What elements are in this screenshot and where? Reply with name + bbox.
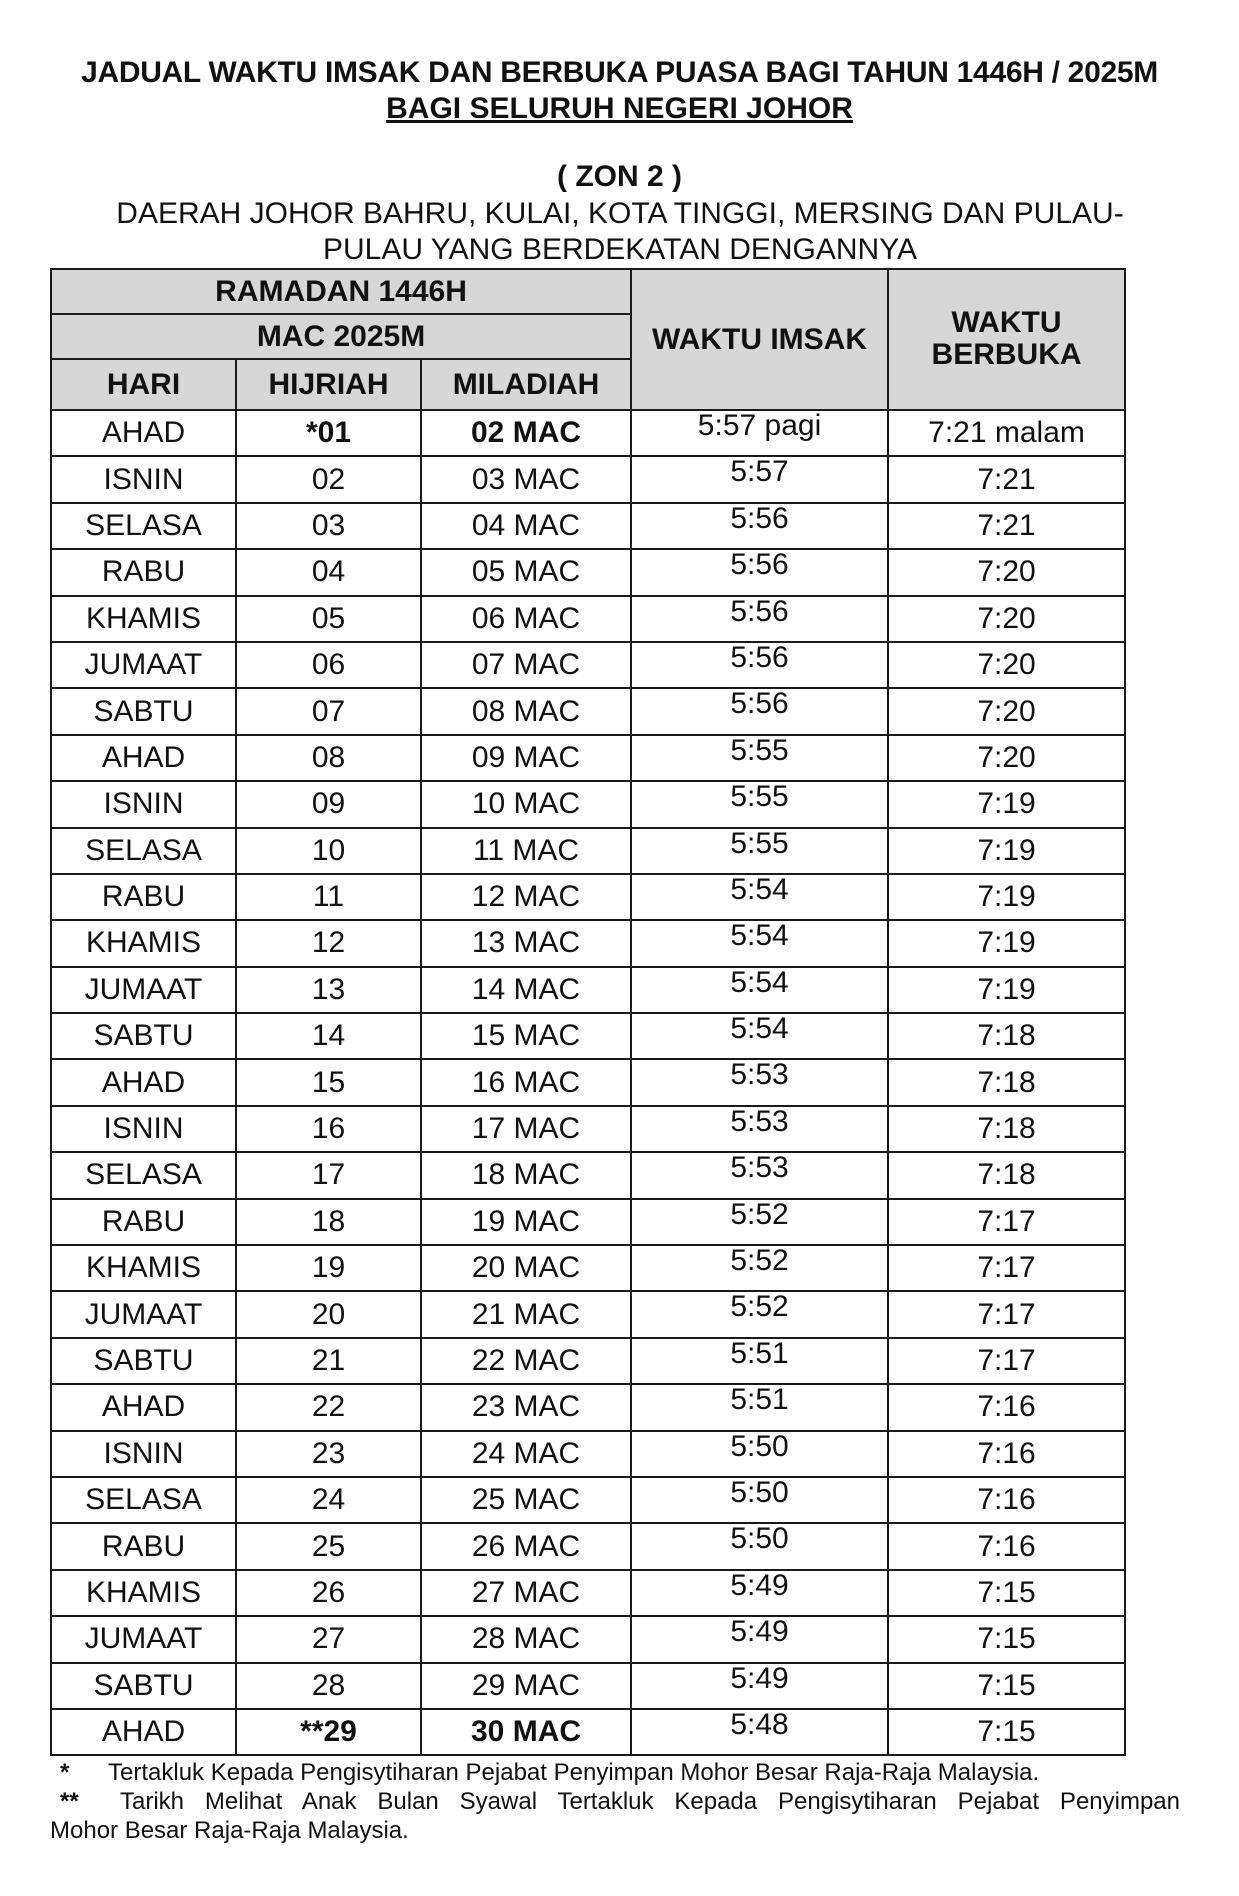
cell-hari: ISNIN — [51, 1431, 236, 1477]
cell-hijriah: 02 — [236, 456, 421, 502]
cell-hari: KHAMIS — [51, 1570, 236, 1616]
table-row — [51, 967, 1125, 1013]
cell-miladiah: 06 MAC — [421, 596, 631, 642]
cell-imsak: 5:54 — [631, 967, 888, 1013]
cell-berbuka: 7:19 — [888, 828, 1125, 874]
cell-berbuka: 7:16 — [888, 1523, 1125, 1569]
table-row — [51, 874, 1125, 920]
cell-berbuka: 7:19 — [888, 874, 1125, 920]
footnote-1-text: Tertakluk Kepada Pengisytiharan Pejabat Penyimpan Mohor Besar Raja-Raja Malaysia. — [108, 1759, 1040, 1786]
cell-berbuka: 7:18 — [888, 1013, 1125, 1059]
cell-imsak: 5:49 — [631, 1616, 888, 1662]
cell-imsak: 5:57 pagi — [631, 410, 888, 456]
cell-miladiah: 30 MAC — [421, 1709, 631, 1755]
cell-hari: ISNIN — [51, 456, 236, 502]
table-row — [51, 1709, 1125, 1755]
district-description — [90, 196, 1150, 268]
cell-berbuka: 7:16 — [888, 1431, 1125, 1477]
cell-hijriah: 18 — [236, 1199, 421, 1245]
header-waktu-imsak: WAKTU IMSAK — [631, 269, 888, 410]
cell-hijriah: 16 — [236, 1106, 421, 1152]
cell-berbuka: 7:16 — [888, 1477, 1125, 1523]
cell-berbuka: 7:17 — [888, 1199, 1125, 1245]
cell-berbuka: 7:20 — [888, 642, 1125, 688]
cell-berbuka: 7:18 — [888, 1106, 1125, 1152]
cell-miladiah: 09 MAC — [421, 735, 631, 781]
cell-hijriah: *01 — [236, 410, 421, 456]
table-row — [51, 1245, 1125, 1291]
cell-imsak: 5:56 — [631, 549, 888, 595]
cell-miladiah: 10 MAC — [421, 781, 631, 827]
cell-miladiah: 15 MAC — [421, 1013, 631, 1059]
cell-imsak: 5:48 — [631, 1709, 888, 1755]
cell-hari: SABTU — [51, 1338, 236, 1384]
cell-imsak: 5:57 — [631, 456, 888, 502]
cell-imsak: 5:51 — [631, 1384, 888, 1430]
cell-hari: ISNIN — [51, 781, 236, 827]
cell-miladiah: 02 MAC — [421, 410, 631, 456]
schedule-table — [50, 268, 1126, 1756]
cell-hari: RABU — [51, 549, 236, 595]
table-row — [51, 1152, 1125, 1198]
cell-miladiah: 21 MAC — [421, 1291, 631, 1337]
cell-imsak: 5:55 — [631, 828, 888, 874]
cell-imsak: 5:52 — [631, 1199, 888, 1245]
cell-hijriah: 23 — [236, 1431, 421, 1477]
cell-miladiah: 22 MAC — [421, 1338, 631, 1384]
cell-hari: KHAMIS — [51, 920, 236, 966]
cell-miladiah: 28 MAC — [421, 1616, 631, 1662]
schedule-header — [51, 269, 1125, 410]
table-row — [51, 1338, 1125, 1384]
cell-hari: RABU — [51, 874, 236, 920]
cell-hari: ISNIN — [51, 1106, 236, 1152]
cell-berbuka: 7:20 — [888, 596, 1125, 642]
footnotes — [50, 1758, 1180, 1845]
cell-imsak: 5:56 — [631, 596, 888, 642]
table-row — [51, 549, 1125, 595]
cell-imsak: 5:54 — [631, 920, 888, 966]
table-row — [51, 1523, 1125, 1569]
cell-hari: SELASA — [51, 1477, 236, 1523]
cell-imsak: 5:53 — [631, 1059, 888, 1105]
cell-miladiah: 17 MAC — [421, 1106, 631, 1152]
cell-miladiah: 16 MAC — [421, 1059, 631, 1105]
cell-miladiah: 20 MAC — [421, 1245, 631, 1291]
cell-hijriah: 13 — [236, 967, 421, 1013]
cell-berbuka: 7:18 — [888, 1059, 1125, 1105]
table-row — [51, 1431, 1125, 1477]
district-line-2: PULAU YANG BERDEKATAN DENGANNYA — [322, 233, 918, 266]
cell-hari: JUMAAT — [51, 1616, 236, 1662]
table-row — [51, 735, 1125, 781]
cell-hijriah: 24 — [236, 1477, 421, 1523]
cell-hijriah: 06 — [236, 642, 421, 688]
table-row — [51, 642, 1125, 688]
cell-miladiah: 19 MAC — [421, 1199, 631, 1245]
cell-miladiah: 25 MAC — [421, 1477, 631, 1523]
schedule-body — [51, 410, 1125, 1755]
cell-hari: AHAD — [51, 410, 236, 456]
cell-imsak: 5:55 — [631, 781, 888, 827]
header-miladiah: MILADIAH — [421, 359, 631, 410]
cell-imsak: 5:54 — [631, 1013, 888, 1059]
footnote-2 — [50, 1787, 1180, 1816]
cell-hari: KHAMIS — [51, 596, 236, 642]
cell-hari: AHAD — [51, 1059, 236, 1105]
district-line-1: DAERAH JOHOR BAHRU, KULAI, KOTA TINGGI, MERSING DAN PULAU- — [116, 197, 1124, 230]
cell-miladiah: 11 MAC — [421, 828, 631, 874]
cell-hijriah: 04 — [236, 549, 421, 595]
footnote-1-mark: * — [60, 1759, 70, 1786]
cell-hijriah: 14 — [236, 1013, 421, 1059]
cell-hijriah: 27 — [236, 1616, 421, 1662]
cell-miladiah: 27 MAC — [421, 1570, 631, 1616]
cell-berbuka: 7:15 — [888, 1663, 1125, 1709]
cell-miladiah: 03 MAC — [421, 456, 631, 502]
table-row — [51, 503, 1125, 549]
cell-hari: SELASA — [51, 828, 236, 874]
cell-hari: AHAD — [51, 1709, 236, 1755]
cell-berbuka: 7:15 — [888, 1570, 1125, 1616]
cell-hijriah: 25 — [236, 1523, 421, 1569]
table-row — [51, 1106, 1125, 1152]
cell-miladiah: 23 MAC — [421, 1384, 631, 1430]
cell-hari: JUMAAT — [51, 967, 236, 1013]
table-row — [51, 410, 1125, 456]
cell-berbuka: 7:19 — [888, 920, 1125, 966]
table-row — [51, 596, 1125, 642]
cell-hijriah: 09 — [236, 781, 421, 827]
cell-berbuka: 7:20 — [888, 549, 1125, 595]
document-subtitle: BAGI SELURUH NEGERI JOHOR — [386, 92, 853, 125]
cell-hari: KHAMIS — [51, 1245, 236, 1291]
cell-berbuka: 7:21 — [888, 503, 1125, 549]
cell-berbuka: 7:15 — [888, 1616, 1125, 1662]
cell-hari: SELASA — [51, 1152, 236, 1198]
cell-berbuka: 7:17 — [888, 1245, 1125, 1291]
cell-hijriah: 22 — [236, 1384, 421, 1430]
cell-hari: RABU — [51, 1523, 236, 1569]
table-row — [51, 920, 1125, 966]
cell-miladiah: 24 MAC — [421, 1431, 631, 1477]
table-row — [51, 456, 1125, 502]
cell-hijriah: 11 — [236, 874, 421, 920]
cell-hijriah: 12 — [236, 920, 421, 966]
cell-hijriah: 07 — [236, 688, 421, 734]
cell-hari: JUMAAT — [51, 1291, 236, 1337]
header-hijriah: HIJRIAH — [236, 359, 421, 410]
cell-berbuka: 7:16 — [888, 1384, 1125, 1430]
cell-imsak: 5:54 — [631, 874, 888, 920]
cell-imsak: 5:52 — [631, 1291, 888, 1337]
table-row — [51, 1013, 1125, 1059]
cell-hijriah: 20 — [236, 1291, 421, 1337]
table-row — [51, 828, 1125, 874]
cell-hari: AHAD — [51, 735, 236, 781]
document-title: JADUAL WAKTU IMSAK DAN BERBUKA PUASA BAGI TAHUN 1446H / 2025M — [81, 56, 1158, 89]
cell-imsak: 5:50 — [631, 1477, 888, 1523]
cell-imsak: 5:53 — [631, 1106, 888, 1152]
cell-berbuka: 7:18 — [888, 1152, 1125, 1198]
table-row — [51, 1059, 1125, 1105]
cell-imsak: 5:56 — [631, 688, 888, 734]
cell-miladiah: 08 MAC — [421, 688, 631, 734]
cell-imsak: 5:51 — [631, 1338, 888, 1384]
cell-miladiah: 05 MAC — [421, 549, 631, 595]
cell-hari: SELASA — [51, 503, 236, 549]
cell-berbuka: 7:15 — [888, 1709, 1125, 1755]
cell-miladiah: 14 MAC — [421, 967, 631, 1013]
header-month: MAC 2025M — [51, 314, 631, 359]
table-row — [51, 1663, 1125, 1709]
table-row — [51, 688, 1125, 734]
header-waktu-berbuka-text: WAKTU BERBUKA — [931, 306, 1082, 371]
footnote-2-mark: ** — [60, 1788, 79, 1815]
cell-hari: AHAD — [51, 1384, 236, 1430]
footnote-1 — [50, 1758, 1180, 1787]
cell-miladiah: 07 MAC — [421, 642, 631, 688]
cell-imsak: 5:56 — [631, 503, 888, 549]
cell-berbuka: 7:21 malam — [888, 410, 1125, 456]
cell-hijriah: 21 — [236, 1338, 421, 1384]
cell-hijriah: 28 — [236, 1663, 421, 1709]
table-row — [51, 1291, 1125, 1337]
cell-hari: RABU — [51, 1199, 236, 1245]
cell-berbuka: 7:21 — [888, 456, 1125, 502]
cell-imsak: 5:49 — [631, 1570, 888, 1616]
cell-berbuka: 7:19 — [888, 781, 1125, 827]
cell-berbuka: 7:20 — [888, 735, 1125, 781]
cell-hari: JUMAAT — [51, 642, 236, 688]
table-row — [51, 1199, 1125, 1245]
cell-imsak: 5:56 — [631, 642, 888, 688]
cell-imsak: 5:53 — [631, 1152, 888, 1198]
header-ramadan: RAMADAN 1446H — [51, 269, 631, 314]
cell-miladiah: 04 MAC — [421, 503, 631, 549]
cell-berbuka: 7:19 — [888, 967, 1125, 1013]
cell-imsak: 5:49 — [631, 1663, 888, 1709]
header-waktu-berbuka — [888, 269, 1125, 410]
cell-hijriah: **29 — [236, 1709, 421, 1755]
cell-hari: SABTU — [51, 688, 236, 734]
cell-miladiah: 26 MAC — [421, 1523, 631, 1569]
cell-hijriah: 17 — [236, 1152, 421, 1198]
table-row — [51, 1477, 1125, 1523]
cell-hijriah: 08 — [236, 735, 421, 781]
cell-imsak: 5:50 — [631, 1431, 888, 1477]
cell-miladiah: 12 MAC — [421, 874, 631, 920]
table-row — [51, 1616, 1125, 1662]
cell-imsak: 5:55 — [631, 735, 888, 781]
table-row — [51, 1570, 1125, 1616]
footnote-2-text-line2: Mohor Besar Raja-Raja Malaysia. — [50, 1817, 409, 1844]
footnote-2-text-line1: Tarikh Melihat Anak Bulan Syawal Tertakluk Kepada Pengisytiharan Pejabat Penyimpan — [120, 1788, 1180, 1815]
cell-hijriah: 15 — [236, 1059, 421, 1105]
cell-miladiah: 13 MAC — [421, 920, 631, 966]
cell-hari: SABTU — [51, 1013, 236, 1059]
cell-hijriah: 26 — [236, 1570, 421, 1616]
zone-label: ( ZON 2 ) — [557, 160, 682, 193]
cell-imsak: 5:52 — [631, 1245, 888, 1291]
header-hari: HARI — [51, 359, 236, 410]
cell-miladiah: 29 MAC — [421, 1663, 631, 1709]
cell-hari: SABTU — [51, 1663, 236, 1709]
cell-berbuka: 7:20 — [888, 688, 1125, 734]
cell-hijriah: 10 — [236, 828, 421, 874]
cell-berbuka: 7:17 — [888, 1338, 1125, 1384]
cell-miladiah: 18 MAC — [421, 1152, 631, 1198]
table-row — [51, 1384, 1125, 1430]
cell-hijriah: 19 — [236, 1245, 421, 1291]
cell-berbuka: 7:17 — [888, 1291, 1125, 1337]
cell-hijriah: 05 — [236, 596, 421, 642]
cell-imsak: 5:50 — [631, 1523, 888, 1569]
cell-hijriah: 03 — [236, 503, 421, 549]
table-row — [51, 781, 1125, 827]
